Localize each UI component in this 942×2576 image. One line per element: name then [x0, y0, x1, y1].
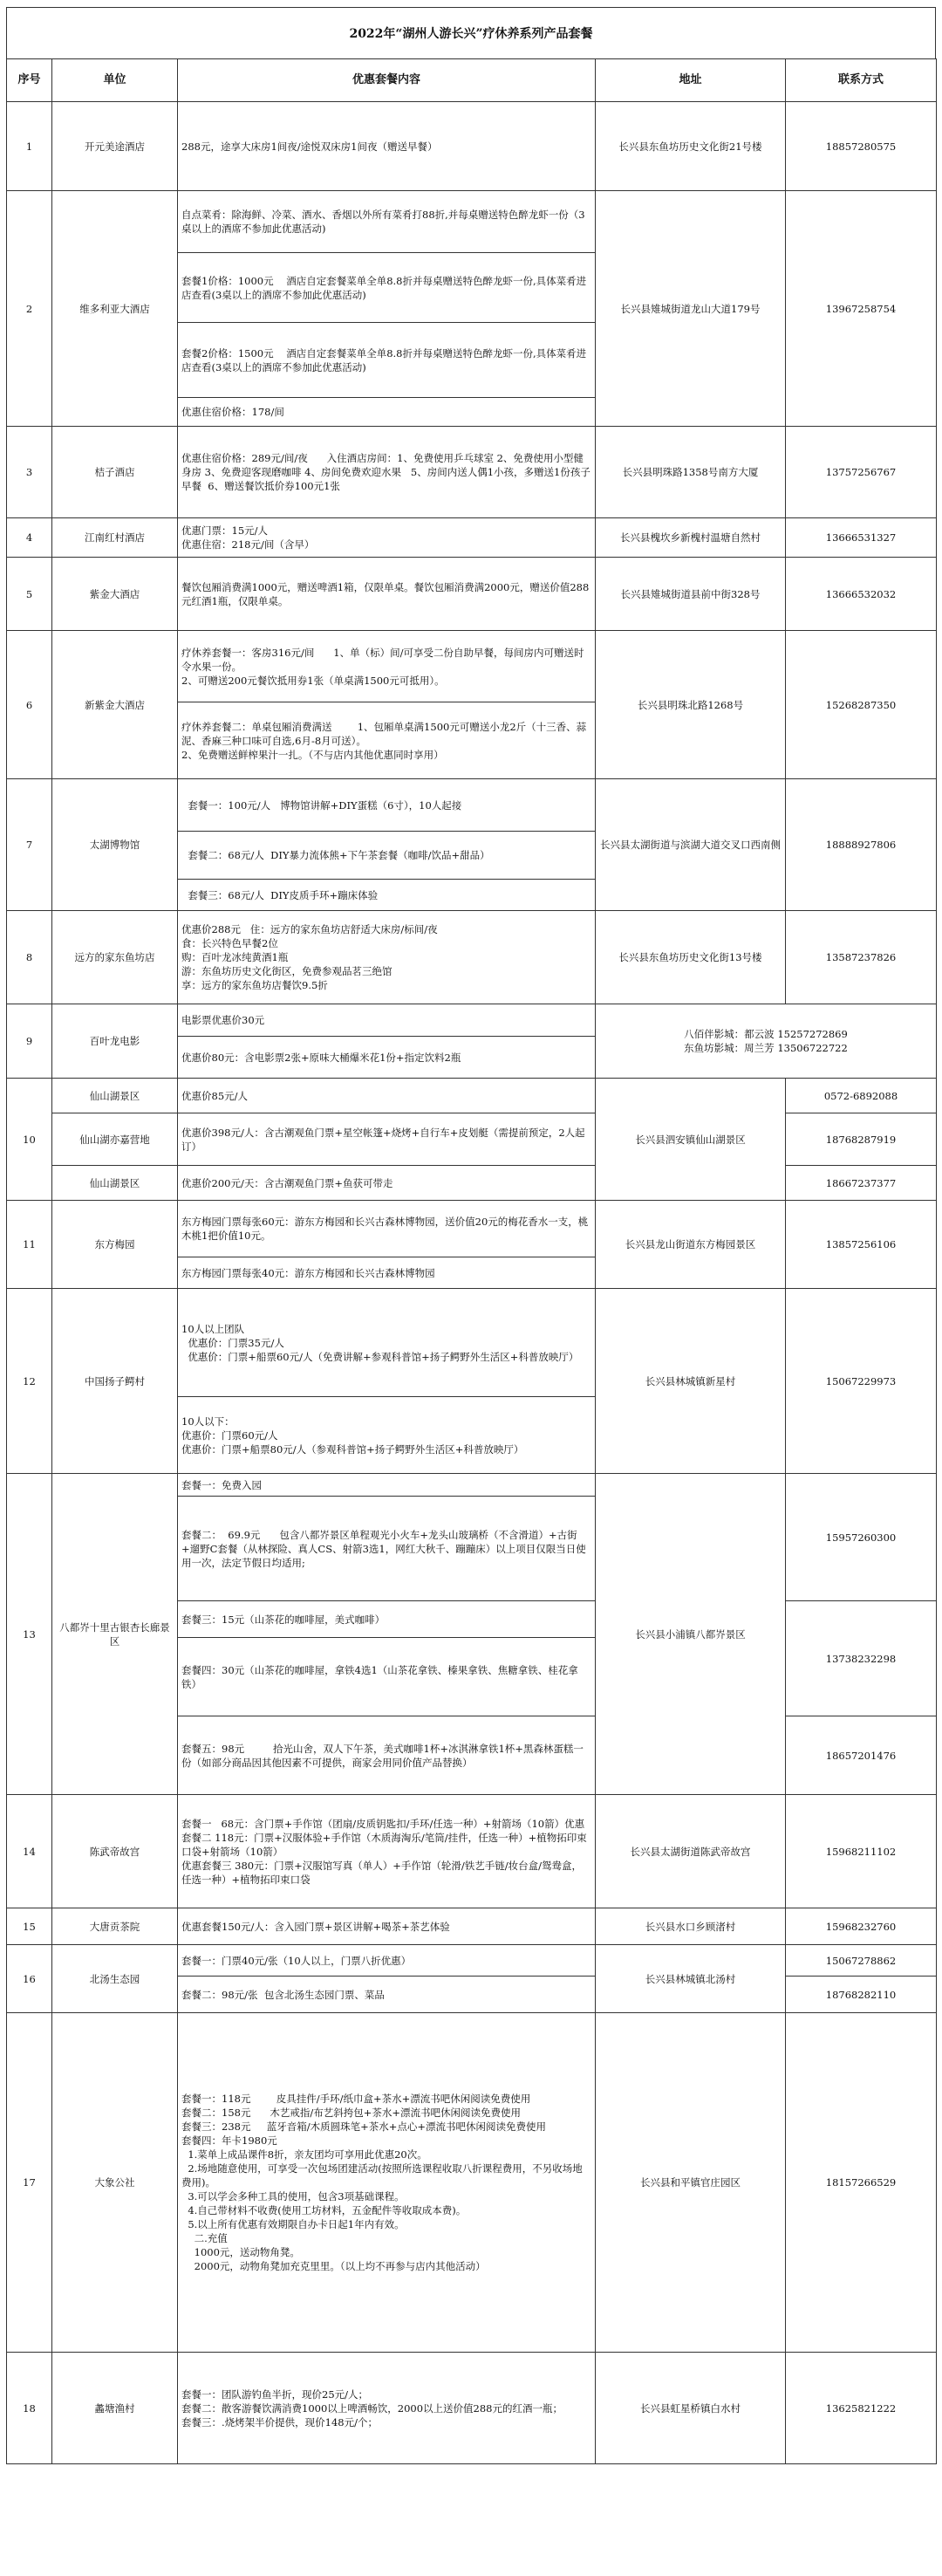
unit-cell: 陈武帝故宫: [52, 1795, 178, 1908]
unit-cell: 仙山湖景区: [52, 1166, 178, 1201]
unit-cell: 维多利亚大酒店: [52, 191, 178, 427]
contact-cell: 18768287919: [786, 1113, 937, 1166]
contact-cell: 13757256767: [786, 427, 937, 518]
contact-cell: 15268287350: [786, 631, 937, 779]
package-cell: 套餐一：100元/人 博物馆讲解+DIY蛋糕（6寸），10人起接: [178, 779, 596, 832]
address-cell: 长兴县太湖街道与滨湖大道交叉口西南侧: [596, 779, 786, 911]
index-cell: 18: [7, 2353, 52, 2464]
package-cell: 套餐二：68元/人 DIY暴力流体熊+下午茶套餐（咖啡/饮品+甜品）: [178, 832, 596, 880]
package-cell: 优惠门票：15元/人 优惠住宿：218元/间（含早）: [178, 518, 596, 558]
table-row: [7, 1201, 937, 1257]
address-cell: 长兴县虹星桥镇白水村: [596, 2353, 786, 2464]
address-cell: 长兴县太湖街道陈武帝故宫: [596, 1795, 786, 1908]
package-cell: 288元，途享大床房1间夜/途悦双床房1间夜（赠送早餐）: [178, 102, 596, 191]
package-cell: 优惠价80元：含电影票2张+原味大桶爆米花1份+指定饮料2瓶: [178, 1037, 596, 1079]
index-cell: 3: [7, 427, 52, 518]
package-cell: 优惠价398元/人：含古潮观鱼门票+星空帐篷+烧烤+自行车+皮划艇（需提前预定，2人起订）: [178, 1113, 596, 1166]
index-cell: 17: [7, 2013, 52, 2353]
index-cell: 9: [7, 1004, 52, 1079]
package-cell: 套餐一：门票40元/张（10人以上，门票八折优惠）: [178, 1945, 596, 1977]
address-cell: 长兴县明珠北路1268号: [596, 631, 786, 779]
unit-cell: 大象公社: [52, 2013, 178, 2353]
address-cell: 长兴县小浦镇八都岕景区: [596, 1474, 786, 1795]
header-contact: 联系方式: [786, 59, 937, 102]
table-row: [7, 1289, 937, 1397]
contact-cell: 13738232298: [786, 1601, 937, 1716]
table-row: [7, 102, 937, 191]
package-cell: 优惠价85元/人: [178, 1079, 596, 1113]
header-row: [7, 59, 937, 102]
package-cell: 套餐四：30元（山茶花的咖啡屋，拿铁4选1（山茶花拿铁、榛果拿铁、焦糖拿铁、桂花拿铁）: [178, 1638, 596, 1716]
contact-cell: 13857256106: [786, 1201, 937, 1289]
package-cell: 套餐二： 69.9元 包含八都岕景区单程观光小火车+龙头山玻璃桥（不含滑道）+古街+遛野C套餐（从林探险、真人CS、射箭3选1，网红大秋千、蹦蹦床）以上项目仅限当日使用一次，法定节假日均适用;: [178, 1497, 596, 1601]
unit-cell: 桔子酒店: [52, 427, 178, 518]
package-cell: 套餐1价格：1000元 酒店自定套餐菜单全单8.8折并每桌赠送特色醉龙虾一份,具体菜肴进店查看(3桌以上的酒席不参加此优惠活动): [178, 253, 596, 323]
contact-cell: 18657201476: [786, 1716, 937, 1795]
package-cell: 优惠价200元/天：含古潮观鱼门票+鱼获可带走: [178, 1166, 596, 1201]
contact-cell: 18768282110: [786, 1977, 937, 2013]
unit-cell: 大唐贡茶院: [52, 1908, 178, 1945]
contact-cell: 18667237377: [786, 1166, 937, 1201]
contact-cell: 18157266529: [786, 2013, 937, 2353]
address-cell: 长兴县槐坎乡新槐村温塘自然村: [596, 518, 786, 558]
unit-cell: 仙山湖景区: [52, 1079, 178, 1113]
index-cell: 15: [7, 1908, 52, 1945]
unit-cell: 江南红村酒店: [52, 518, 178, 558]
index-cell: 5: [7, 558, 52, 631]
table-row: [7, 1945, 937, 1977]
sheet-title: 2022年“湖州人游长兴”疗休养系列产品套餐: [6, 7, 936, 58]
contact-cell: 18857280575: [786, 102, 937, 191]
product-sheet: [6, 7, 936, 2464]
address-cell: 长兴县雉城街道龙山大道179号: [596, 191, 786, 427]
address-cell: 长兴县林城镇新星村: [596, 1289, 786, 1474]
unit-cell: 新紫金大酒店: [52, 631, 178, 779]
index-cell: 6: [7, 631, 52, 779]
table-row: [7, 2353, 937, 2464]
unit-cell: 开元美途酒店: [52, 102, 178, 191]
package-cell: 电影票优惠价30元: [178, 1004, 596, 1037]
index-cell: 8: [7, 911, 52, 1004]
header-index: 序号: [7, 59, 52, 102]
unit-cell: 北汤生态园: [52, 1945, 178, 2013]
table-row: [7, 1908, 937, 1945]
index-cell: 10: [7, 1079, 52, 1201]
package-cell: 套餐一 68元：含门票+手作馆（团扇/皮质钥匙扣/手环/任选一种）+射箭场（10箭）优惠套餐二 118元：门票+汉服体验+手作馆（木质海淘乐/笔筒/挂件，任选一种）+植物拓印束口袋+射箭场（10箭） 优惠套餐三 380元：门票+汉服馆写真（单人）+手作馆（轮滑/铁艺手链/妆台盒/鸳鸯盒，任选一种）+植物拓印束口袋: [178, 1795, 596, 1908]
address-cell: 长兴县泗安镇仙山湖景区: [596, 1079, 786, 1201]
address-cell: 长兴县水口乡顾渚村: [596, 1908, 786, 1945]
package-cell: 套餐2价格：1500元 酒店自定套餐菜单全单8.8折并每桌赠送特色醉龙虾一份,具体菜肴进店查看(3桌以上的酒席不参加此优惠活动): [178, 323, 596, 398]
package-cell: 东方梅园门票每张60元：游东方梅园和长兴古森林博物园，送价值20元的梅花香水一支，桃木桃1把价值10元。: [178, 1201, 596, 1257]
table-row: [7, 518, 937, 558]
package-cell: 优惠套餐150元/人：含入园门票+景区讲解+喝茶+茶艺体验: [178, 1908, 596, 1945]
table-row: [7, 631, 937, 702]
table-row: [7, 1474, 937, 1497]
index-cell: 14: [7, 1795, 52, 1908]
contact-cell: 15968211102: [786, 1795, 937, 1908]
contact-cell: 18888927806: [786, 779, 937, 911]
unit-cell: 太湖博物馆: [52, 779, 178, 911]
unit-cell: 紫金大酒店: [52, 558, 178, 631]
address-cell: 八佰伴影城：都云波 15257272869 东鱼坊影城：周兰芳 13506722722: [596, 1004, 937, 1079]
contact-cell: 13967258754: [786, 191, 937, 427]
package-table: [6, 58, 937, 2464]
contact-cell: 13587237826: [786, 911, 937, 1004]
table-row: [7, 558, 937, 631]
package-cell: 10人以上团队 优惠价：门票35元/人 优惠价：门票+船票60元/人（免费讲解+参观科普馆+扬子鳄野外生活区+科普放映厅）: [178, 1289, 596, 1397]
index-cell: 12: [7, 1289, 52, 1474]
index-cell: 2: [7, 191, 52, 427]
package-cell: 套餐一：118元 皮具挂件/手环/纸巾盒+茶水+漂流书吧休闲阅读免费使用 套餐二：158元 木艺戒指/布艺斜挎包+茶水+漂流书吧休闲阅读免费使用 套餐三：238元 蓝牙音箱/木质圆珠笔+茶水+点心+漂流书吧休闲阅读免费使用 套餐四：年卡1980元 1.菜单上成品课件8折，亲友团均可享用此优惠20次。 2.场地随意使用，可享受一次包场团建活动(按照所选课程收取八折课程费用，不另收场地费用)。 3.可以学会多种工具的使用，包含3项基础课程。 4.自己带材料不收费(使用工坊材料，五金配件等收取成本费)。 5.以上所有优惠有效期限自办卡日起1年内有效。 二.充值 1000元，送动物角凳。 2000元，动物角凳加充克里里。（以上均不再参与店内其他活动）: [178, 2013, 596, 2353]
table-row: [7, 427, 937, 518]
package-cell: 10人以下： 优惠价：门票60元/人 优惠价：门票+船票80元/人（参观科普馆+扬子鳄野外生活区+科普放映厅）: [178, 1397, 596, 1474]
package-cell: 套餐一：团队游钓鱼半折，现价25元/人； 套餐二：散客游餐饮满消费1000以上啤酒畅饮，2000以上送价值288元的红酒一瓶； 套餐三：.烧烤架半价提供，现价148元/个；: [178, 2353, 596, 2464]
table-row: [7, 1079, 937, 1113]
index-cell: 1: [7, 102, 52, 191]
index-cell: 11: [7, 1201, 52, 1289]
unit-cell: 仙山湖亦嘉营地: [52, 1113, 178, 1166]
package-cell: 套餐三：15元（山茶花的咖啡屋，美式咖啡）: [178, 1601, 596, 1638]
table-row: [7, 779, 937, 832]
index-cell: 13: [7, 1474, 52, 1795]
package-cell: 套餐二：98元/张 包含北汤生态园门票、菜品: [178, 1977, 596, 2013]
package-cell: 套餐一：免费入园: [178, 1474, 596, 1497]
address-cell: 长兴县东鱼坊历史文化街13号楼: [596, 911, 786, 1004]
table-row: [7, 191, 937, 253]
package-cell: 疗休养套餐一：客房316元/间 1、单（标）间/可享受二份自助早餐，每间房内可赠送时令水果一份。 2、可赠送200元餐饮抵用券1张（单桌满1500元可抵用）。: [178, 631, 596, 702]
package-cell: 餐饮包厢消费满1000元，赠送啤酒1箱，仅限单桌。餐饮包厢消费满2000元，赠送价值288元红酒1瓶，仅限单桌。: [178, 558, 596, 631]
address-cell: 长兴县林城镇北汤村: [596, 1945, 786, 2013]
package-cell: 自点菜肴：除海鲜、冷菜、酒水、香烟以外所有菜肴打88折,并每桌赠送特色醉龙虾一份（3桌以上的酒席不参加此优惠活动): [178, 191, 596, 253]
package-cell: 东方梅园门票每张40元：游东方梅园和长兴古森林博物园: [178, 1257, 596, 1289]
package-cell: 套餐三：68元/人 DIY皮质手环+蹦床体验: [178, 880, 596, 911]
contact-cell: 13666531327: [786, 518, 937, 558]
table-row: [7, 1795, 937, 1908]
header-unit: 单位: [52, 59, 178, 102]
package-cell: 优惠价288元 住：远方的家东鱼坊店舒适大床房/标间/夜 食：长兴特色早餐2位 购：百叶龙冰纯黄酒1瓶 游：东鱼坊历史文化街区，免费参观品茗三绝馆 享：远方的家东鱼坊店餐饮9.5折: [178, 911, 596, 1004]
contact-cell: 15067229973: [786, 1289, 937, 1474]
table-row: [7, 2013, 937, 2353]
unit-cell: 蠡塘渔村: [52, 2353, 178, 2464]
index-cell: 4: [7, 518, 52, 558]
address-cell: 长兴县龙山街道东方梅园景区: [596, 1201, 786, 1289]
header-address: 地址: [596, 59, 786, 102]
contact-cell: 15968232760: [786, 1908, 937, 1945]
table-row: [7, 1113, 937, 1166]
contact-cell: 0572-6892088: [786, 1079, 937, 1113]
unit-cell: 中国扬子鳄村: [52, 1289, 178, 1474]
table-row: [7, 911, 937, 1004]
table-body: [7, 102, 937, 2464]
contact-cell: 13666532032: [786, 558, 937, 631]
table-row: [7, 1004, 937, 1037]
unit-cell: 远方的家东鱼坊店: [52, 911, 178, 1004]
header-package: 优惠套餐内容: [178, 59, 596, 102]
package-cell: 疗休养套餐二：单桌包厢消费满送 1、包厢单桌满1500元可赠送小龙2斤（十三香、蒜泥、香麻三种口味可自选,6月-8月可送）。 2、免费赠送鲜榨果汁一扎。（不与店内其他优惠同时享用）: [178, 702, 596, 779]
address-cell: 长兴县雉城街道县前中街328号: [596, 558, 786, 631]
package-cell: 套餐五：98元 拾光山舍，双人下午茶，美式咖啡1杯+冰淇淋拿铁1杯+黑森林蛋糕一份（如部分商品因其他因素不可提供，商家会用同价值产品替换）: [178, 1716, 596, 1795]
unit-cell: 八都岕十里古银杏长廊景区: [52, 1474, 178, 1795]
package-cell: 优惠住宿价格：178/间: [178, 398, 596, 427]
package-cell: 优惠住宿价格：289元/间/夜 入住酒店房间：1、免费使用乒乓球室 2、免费使用小型健身房 3、免费迎客现磨咖啡 4、房间免费欢迎水果 5、房间内送人偶1小孩，多赠送1份孩子早餐 6、赠送餐饮抵价券100元1张: [178, 427, 596, 518]
unit-cell: 东方梅园: [52, 1201, 178, 1289]
index-cell: 7: [7, 779, 52, 911]
contact-cell: 15067278862: [786, 1945, 937, 1977]
contact-cell: 13625821222: [786, 2353, 937, 2464]
contact-cell: 15957260300: [786, 1474, 937, 1601]
address-cell: 长兴县东鱼坊历史文化街21号楼: [596, 102, 786, 191]
index-cell: 16: [7, 1945, 52, 2013]
unit-cell: 百叶龙电影: [52, 1004, 178, 1079]
address-cell: 长兴县和平镇官庄园区: [596, 2013, 786, 2353]
address-cell: 长兴县明珠路1358号南方大厦: [596, 427, 786, 518]
table-row: [7, 1166, 937, 1201]
